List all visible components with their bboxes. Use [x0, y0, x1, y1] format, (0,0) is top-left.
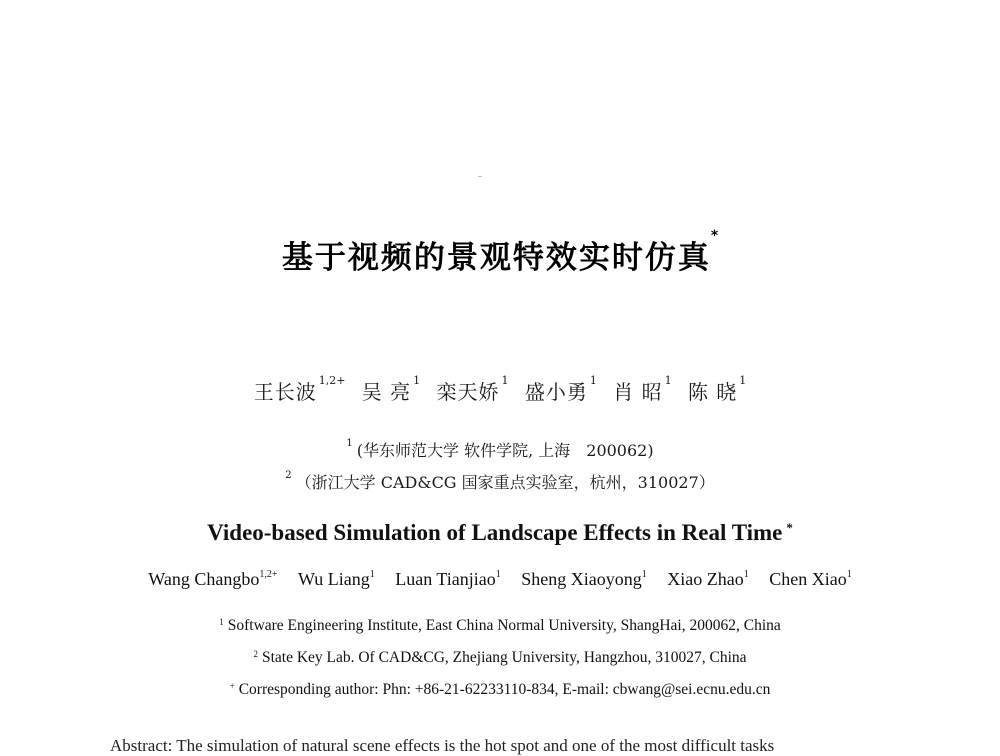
author-name: 吴 亮	[361, 380, 412, 404]
chinese-author-list	[0, 376, 1000, 405]
author-name: Chen Xiao	[769, 569, 847, 589]
english-title-text: Video-based Simulation of Landscape Effects in Real Time	[207, 520, 783, 545]
chinese-affiliation	[0, 470, 1000, 493]
corresponding-author-note	[0, 681, 1000, 699]
english-author-list	[0, 569, 1000, 590]
chinese-author	[613, 374, 672, 404]
english-author	[395, 569, 501, 589]
scan-speck	[478, 176, 482, 177]
affiliation-text: Software Engineering Institute, East China Normal University, ShangHai, 200062, China	[227, 617, 781, 634]
english-title	[0, 520, 1000, 546]
author-affiliation-mark: 1	[495, 569, 501, 580]
english-affiliation	[0, 617, 1000, 635]
english-author	[148, 569, 277, 589]
chinese-author	[687, 374, 747, 404]
affiliation-mark: 2	[253, 649, 258, 659]
author-affiliation-mark: 1	[641, 569, 647, 580]
abstract-first-line: Abstract: The simulation of natural scene effects is the hot spot and one of the most difficult tasks	[110, 736, 775, 755]
author-name: Xiao Zhao	[667, 569, 744, 589]
english-author	[298, 569, 375, 589]
author-affiliation-mark: 1	[846, 569, 852, 580]
author-affiliation-mark: 1,2+	[318, 374, 346, 387]
affiliation-mark: 2	[285, 470, 292, 481]
author-name: 盛小勇	[524, 380, 588, 404]
english-author	[667, 569, 748, 589]
english-author	[769, 569, 851, 589]
author-name: 栾天娇	[436, 380, 500, 404]
author-name: 王长波	[253, 380, 317, 404]
affiliation-mark: 1	[219, 617, 224, 627]
affiliation-text: State Key Lab. Of CAD&CG, Zhejiang University, Hangzhou, 310027, China	[261, 649, 747, 666]
author-affiliation-mark: 1,2+	[259, 569, 278, 580]
author-name: 肖 昭	[613, 380, 663, 404]
author-name: 陈 晓	[687, 380, 738, 404]
author-affiliation-mark: 1	[739, 374, 747, 387]
author-name: Wu Liang	[297, 569, 370, 589]
affiliation-mark: 1	[346, 438, 353, 449]
chinese-affiliation	[0, 438, 1000, 461]
author-affiliation-mark: 1	[413, 374, 421, 387]
author-affiliation-mark: 1	[664, 374, 672, 387]
english-author	[521, 569, 647, 589]
chinese-author	[253, 374, 346, 404]
author-name: Wang Changbo	[148, 569, 260, 589]
affiliation-text: (华东师范大学 软件学院, 上海 200062)	[356, 441, 654, 460]
corresponding-author-text: Corresponding author: Phn: +86-21-62233110-834, E-mail: cbwang@sei.ecnu.edu.cn	[238, 681, 771, 698]
author-affiliation-mark: 1	[743, 569, 749, 580]
chinese-title-text: 基于视频的景观特效实时仿真	[281, 240, 711, 276]
author-affiliation-mark: 1	[589, 374, 597, 387]
author-name: Luan Tianjiao	[395, 569, 496, 589]
chinese-author	[524, 374, 597, 404]
corresponding-mark: +	[229, 681, 235, 691]
english-affiliation	[0, 649, 1000, 667]
author-affiliation-mark: 1	[369, 569, 375, 580]
chinese-title	[0, 228, 1000, 277]
author-affiliation-mark: 1	[501, 374, 509, 387]
english-title-footnote-mark: *	[786, 520, 793, 535]
chinese-title-footnote-mark: *	[710, 228, 719, 244]
chinese-author	[436, 374, 509, 404]
chinese-author	[361, 374, 421, 404]
author-name: Sheng Xiaoyong	[521, 569, 642, 589]
affiliation-text: （浙江大学 CAD&CG 国家重点实验室，杭州，310027）	[295, 473, 715, 492]
